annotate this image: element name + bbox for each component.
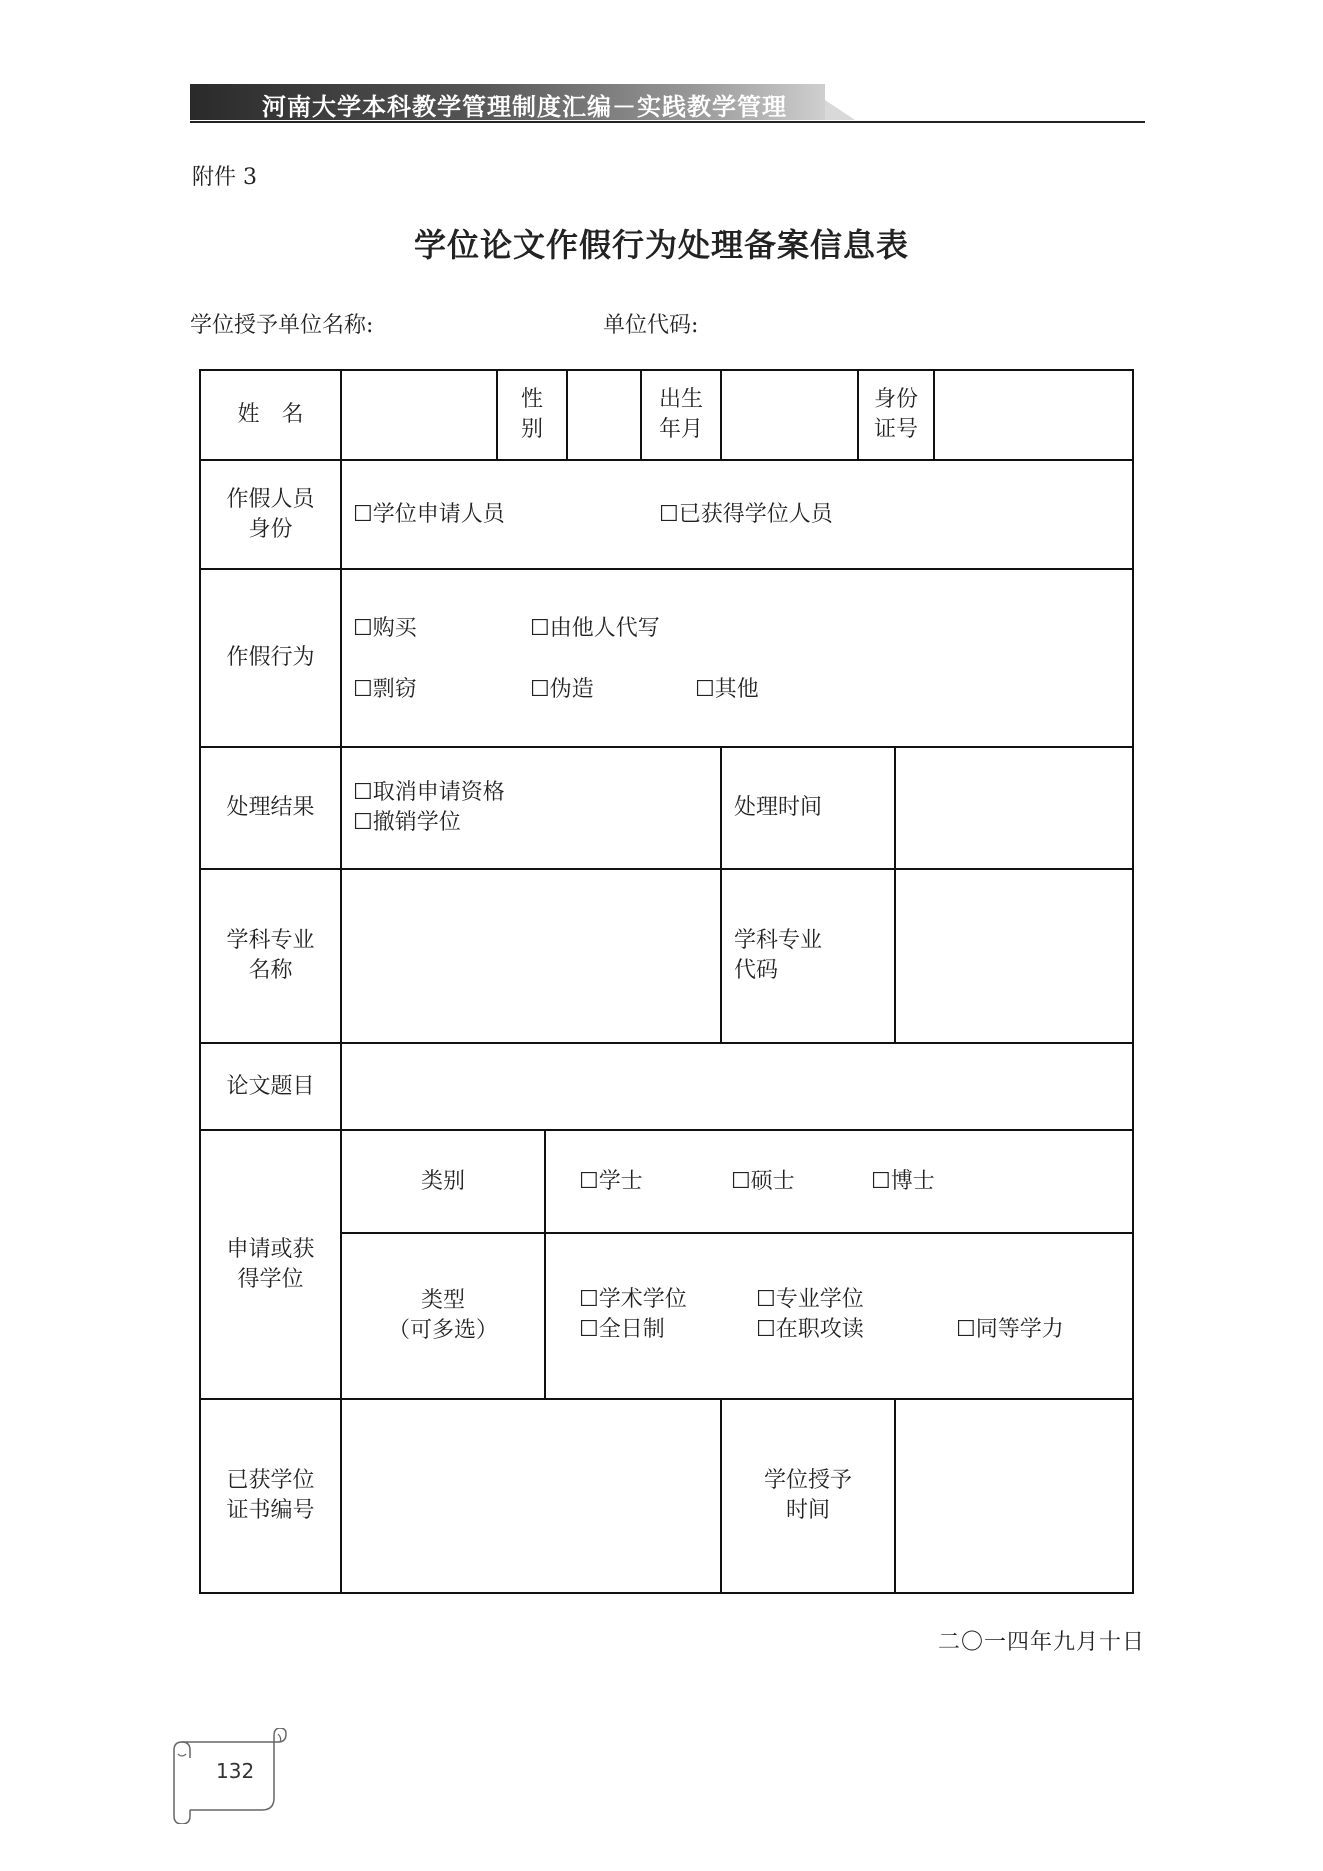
header-rule [190, 121, 1145, 123]
unit-code-label: 单位代码: [603, 313, 699, 338]
checkbox-forgery[interactable]: ☐伪造 [530, 677, 594, 702]
checkbox-degree-holder[interactable]: ☐已获得学位人员 [659, 501, 833, 527]
issue-date: 二〇一四年九月十日 [937, 1630, 1145, 1655]
checkbox-full-time[interactable]: ☐全日制 [579, 1317, 665, 1342]
checkbox-professional-degree[interactable]: ☐专业学位 [756, 1287, 864, 1312]
degree-category-label: 类别 [420, 1168, 465, 1194]
checkbox-bachelor[interactable]: ☐学士 [579, 1168, 643, 1194]
checkbox-academic-degree[interactable]: ☐学术学位 [579, 1287, 687, 1312]
certificate-number-label: 已获学位 证书编号 [226, 1468, 315, 1523]
award-time-field[interactable] [896, 1400, 1132, 1592]
running-header [190, 84, 825, 120]
thesis-title-label: 论文题目 [226, 1073, 315, 1099]
birth-field[interactable] [722, 371, 857, 459]
header-decoration [825, 100, 855, 120]
result-time-field[interactable] [896, 748, 1132, 868]
result-time-label: 处理时间 [734, 795, 823, 820]
checkbox-plagiarism[interactable]: ☐剽窃 [353, 677, 417, 702]
behavior-label: 作假行为 [226, 645, 315, 670]
running-title: 河南大学本科教学管理制度汇编－实践教学管理 [262, 92, 787, 121]
name-field[interactable] [342, 371, 496, 459]
result-options[interactable]: ☐取消申请资格 ☐撤销学位 [353, 780, 505, 835]
attachment-label: 附件 3 [192, 165, 257, 190]
record-form [199, 369, 1134, 1594]
certificate-number-field[interactable] [342, 1400, 720, 1592]
checkbox-purchase[interactable]: ☐购买 [353, 616, 417, 641]
degree-label: 申请或获 得学位 [226, 1236, 315, 1292]
checkbox-degree-applicant[interactable]: ☐学位申请人员 [353, 501, 505, 527]
unit-name-label: 学位授予单位名称: [190, 313, 374, 338]
award-time-label: 学位授予 时间 [763, 1468, 852, 1523]
identity-label: 作假人员 身份 [226, 486, 315, 542]
checkbox-part-time[interactable]: ☐在职攻读 [756, 1317, 864, 1342]
id-label: 身份 证号 [873, 387, 918, 442]
major-code-field[interactable] [896, 870, 1132, 1042]
checkbox-equivalent[interactable]: ☐同等学力 [956, 1317, 1064, 1342]
birth-label: 出生 年月 [658, 387, 703, 442]
result-label: 处理结果 [226, 795, 315, 820]
page-number: 132 [216, 1759, 255, 1783]
name-label: 姓 名 [237, 402, 304, 427]
major-name-field[interactable] [342, 870, 720, 1042]
checkbox-other[interactable]: ☐其他 [695, 677, 759, 702]
id-field[interactable] [935, 371, 1132, 459]
thesis-title-field[interactable] [342, 1044, 1132, 1129]
page-title: 学位论文作假行为处理备案信息表 [413, 226, 909, 264]
major-name-label: 学科专业 名称 [226, 928, 315, 983]
checkbox-doctor[interactable]: ☐博士 [871, 1168, 935, 1194]
gender-label: 性 别 [520, 387, 543, 442]
checkbox-ghostwriting[interactable]: ☐由他人代写 [530, 616, 660, 641]
degree-type-label: 类型 （可多选） [387, 1288, 498, 1343]
major-code-label: 学科专业 代码 [734, 928, 823, 983]
gender-field[interactable] [568, 371, 640, 459]
checkbox-master[interactable]: ☐硕士 [731, 1168, 795, 1194]
